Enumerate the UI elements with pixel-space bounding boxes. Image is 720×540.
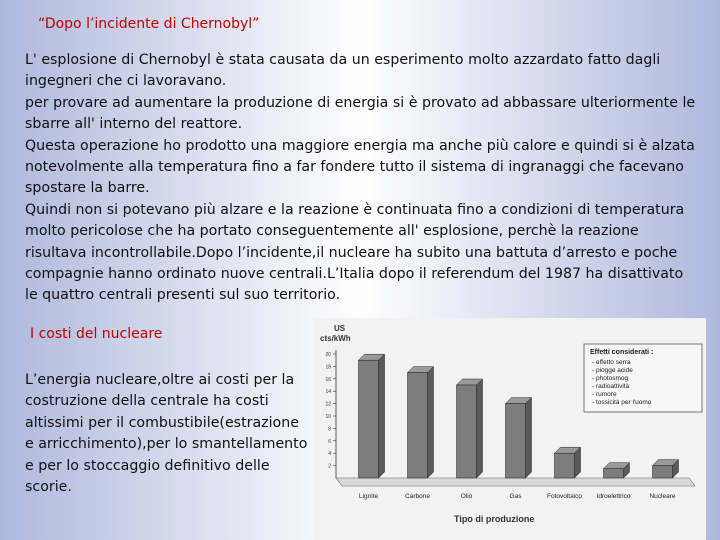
bar xyxy=(359,360,379,478)
paragraph-4: Quindi non si potevano più alzare e la reazione è continuata fino a condizioni di temperatura molto pericolose che ha portato conseguentemente all' esplosione, perchè la reazione risultava incontrollabile.Dopo l’incidente,il nucleare ha subito una battuta d’arresto e poche compagnie hanno ordinato nuove centrali.L’Italia dopo il referendum del 1987 ha disattivato le quattro centrali presenti sul suo territorio. xyxy=(25,201,685,304)
bar xyxy=(457,385,477,478)
y-tick-label: 18 xyxy=(325,364,331,371)
slide-title: “Dopo l’incidente di Chernobyl” xyxy=(38,16,260,32)
bar-side xyxy=(428,367,434,478)
category-label: Lignite xyxy=(358,493,379,500)
y-tick-label: 14 xyxy=(325,389,331,396)
bar xyxy=(653,466,673,478)
category-label: Fotovoltaico xyxy=(546,493,583,500)
section-subtitle: I costi del nucleare xyxy=(30,326,163,342)
legend-item: - tossicità per l'uomo xyxy=(592,399,652,406)
legend-item: - radioattività xyxy=(592,383,630,390)
bar-side xyxy=(477,379,483,478)
legend-item: - effetto serra xyxy=(592,359,631,366)
bar xyxy=(408,373,428,478)
y-tick-label: 10 xyxy=(325,414,331,420)
y-tick-label: 12 xyxy=(325,401,331,408)
legend-title: Effetti considerati : xyxy=(590,349,654,356)
chart-ylabel-line2: cts/kWh xyxy=(320,334,351,343)
y-tick-label: 20 xyxy=(325,352,331,358)
legend-item: - photosmog xyxy=(592,375,629,382)
paragraph-2: per provare ad aumentare la produzione di energia si è provato ad abbassare ulteriormente le sbarre all' interno del reattore. xyxy=(25,94,696,133)
side-text: L’energia nucleare,oltre ai costi per la costruzione della centrale ha costi altissimi per il combustibile(estrazione e arricchimento),per lo smantellamento e per lo stoccaggio definitivo delle scorie. xyxy=(25,372,308,496)
legend-item: - rumore xyxy=(592,391,617,398)
bar xyxy=(555,453,575,478)
paragraph-1: L' esplosione di Chernobyl è stata causata da un esperimento molto azzardato fatto dagli ingegneri che ci lavoravano. xyxy=(25,52,661,90)
chart-svg xyxy=(314,318,706,540)
legend-item: - piogge acide xyxy=(592,367,633,374)
y-tick-label: 6 xyxy=(328,438,331,445)
chart-image xyxy=(314,318,706,540)
main-text xyxy=(25,50,697,307)
category-label: Nucleare xyxy=(649,493,676,500)
bar-side xyxy=(526,398,532,478)
y-tick-label: 16 xyxy=(325,376,331,383)
y-tick-label: 4 xyxy=(328,451,331,458)
chart-ticks xyxy=(325,352,336,470)
y-tick-label: 2 xyxy=(328,463,331,470)
chart-xlabel: Tipo di produzione xyxy=(454,514,535,524)
category-label: Gas xyxy=(509,493,522,500)
paragraph-3: Questa operazione ho prodotto una maggiore energia ma anche più calore e quindi si è alzata notevolmente alla temperatura fino a far fondere tutto il sistema di ingranaggi che facevano spostare la barre. xyxy=(25,137,695,197)
category-label: Olio xyxy=(460,493,473,500)
chart-categories xyxy=(359,493,676,500)
y-tick-label: 8 xyxy=(328,426,331,433)
bar xyxy=(506,404,526,478)
chart-floor xyxy=(336,478,695,486)
category-label: Carbone xyxy=(405,493,430,500)
bar-side xyxy=(379,354,385,478)
chart-ylabel-line1: US xyxy=(334,324,346,333)
category-label: Idroelettrico xyxy=(596,493,631,500)
chart-legend xyxy=(584,344,702,412)
bar xyxy=(604,469,624,478)
